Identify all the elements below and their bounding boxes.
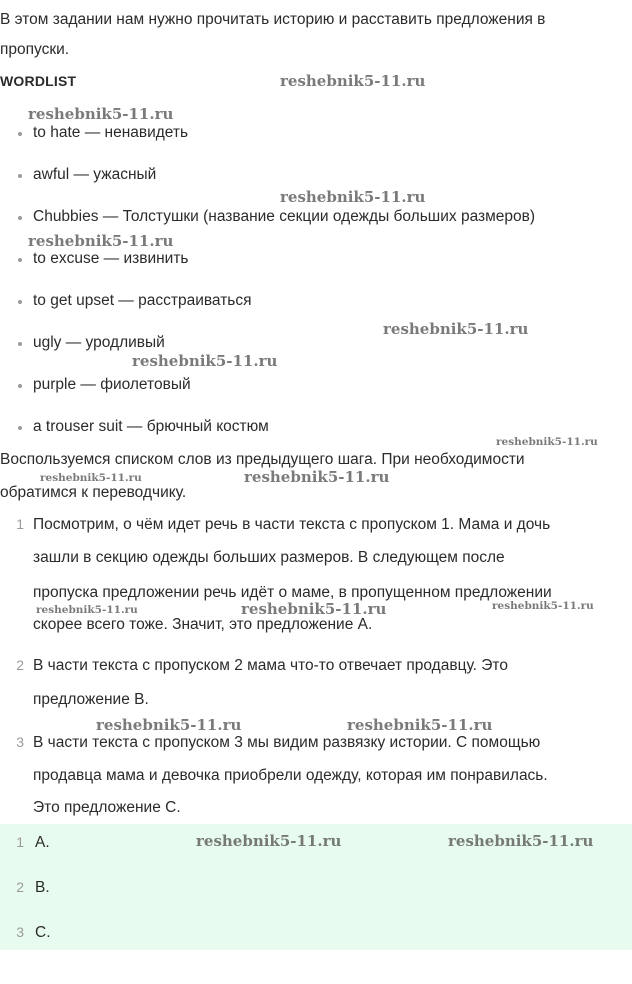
bullet-icon <box>18 300 22 304</box>
bullet-icon <box>18 174 22 178</box>
bullet-icon <box>18 132 22 136</box>
step-text-line: скорее всего тоже. Значит, это предложение A. <box>33 616 373 633</box>
watermark: reshebnik5-11.ru <box>28 232 174 250</box>
intro-line-1: В этом задании нам нужно прочитать историю и расставить предложения в <box>0 11 546 28</box>
list-item: ugly — уродливый <box>33 334 165 351</box>
step-text-line: В части текста с пропуском 2 мама что-то отвечает продавцу. Это <box>33 657 508 674</box>
watermark: reshebnik5-11.ru <box>448 832 594 850</box>
bullet-icon <box>18 342 22 346</box>
watermark: reshebnik5-11.ru <box>36 604 138 616</box>
watermark: reshebnik5-11.ru <box>132 352 278 370</box>
watermark: reshebnik5-11.ru <box>496 436 598 448</box>
step-text-line: зашли в секцию одежды больших размеров. В следующем после <box>33 549 505 566</box>
list-item: to hate — ненавидеть <box>33 124 189 141</box>
instruction-line-2: обратимся к переводчику. <box>0 484 187 501</box>
bullet-icon <box>18 384 22 388</box>
list-item: a trouser suit — брючный костюм <box>33 418 269 435</box>
step-text-line: пропуска предложении речь идёт о маме, в пропущенном предложении <box>33 584 552 601</box>
answer-number: 2 <box>16 879 24 895</box>
watermark: reshebnik5-11.ru <box>280 72 426 90</box>
bullet-icon <box>18 426 22 430</box>
watermark: reshebnik5-11.ru <box>383 320 529 338</box>
intro-line-2: пропуски. <box>0 41 70 58</box>
list-item: to excuse — извинить <box>33 250 189 267</box>
bullet-icon <box>18 258 22 262</box>
watermark: reshebnik5-11.ru <box>40 472 142 484</box>
list-item: awful — ужасный <box>33 166 157 183</box>
watermark: reshebnik5-11.ru <box>241 600 387 618</box>
list-item: to get upset — расстраиваться <box>33 292 252 309</box>
instruction-line-1: Воспользуемся списком слов из предыдущего шага. При необходимости <box>0 451 525 468</box>
step-text-line: предложение B. <box>33 691 149 708</box>
step-number: 1 <box>16 516 24 532</box>
answer-value: B. <box>35 879 50 896</box>
answer-value: C. <box>35 924 51 941</box>
step-text-line: Это предложение C. <box>33 799 181 816</box>
step-text-line: Посмотрим, о чём идет речь в части текста с пропуском 1. Мама и дочь <box>33 516 551 533</box>
answer-value: A. <box>35 834 50 851</box>
watermark: reshebnik5-11.ru <box>280 188 426 206</box>
answer-number: 1 <box>16 834 24 850</box>
step-text-line: В части текста с пропуском 3 мы видим развязку истории. С помощью <box>33 734 541 751</box>
watermark: reshebnik5-11.ru <box>28 105 174 123</box>
bullet-icon <box>18 216 22 220</box>
watermark: reshebnik5-11.ru <box>492 600 594 612</box>
watermark: reshebnik5-11.ru <box>96 716 242 734</box>
step-number: 2 <box>16 657 24 673</box>
watermark: reshebnik5-11.ru <box>347 716 493 734</box>
wordlist-heading: WORDLIST <box>0 73 77 89</box>
answer-number: 3 <box>16 924 24 940</box>
list-item: Chubbies — Толстушки (название секции одежды больших размеров) <box>33 208 536 225</box>
list-item: purple — фиолетовый <box>33 376 191 393</box>
watermark: reshebnik5-11.ru <box>196 832 342 850</box>
step-number: 3 <box>16 734 24 750</box>
step-text-line: продавца мама и девочка приобрели одежду, которая им понравилась. <box>33 767 548 784</box>
watermark: reshebnik5-11.ru <box>244 468 390 486</box>
